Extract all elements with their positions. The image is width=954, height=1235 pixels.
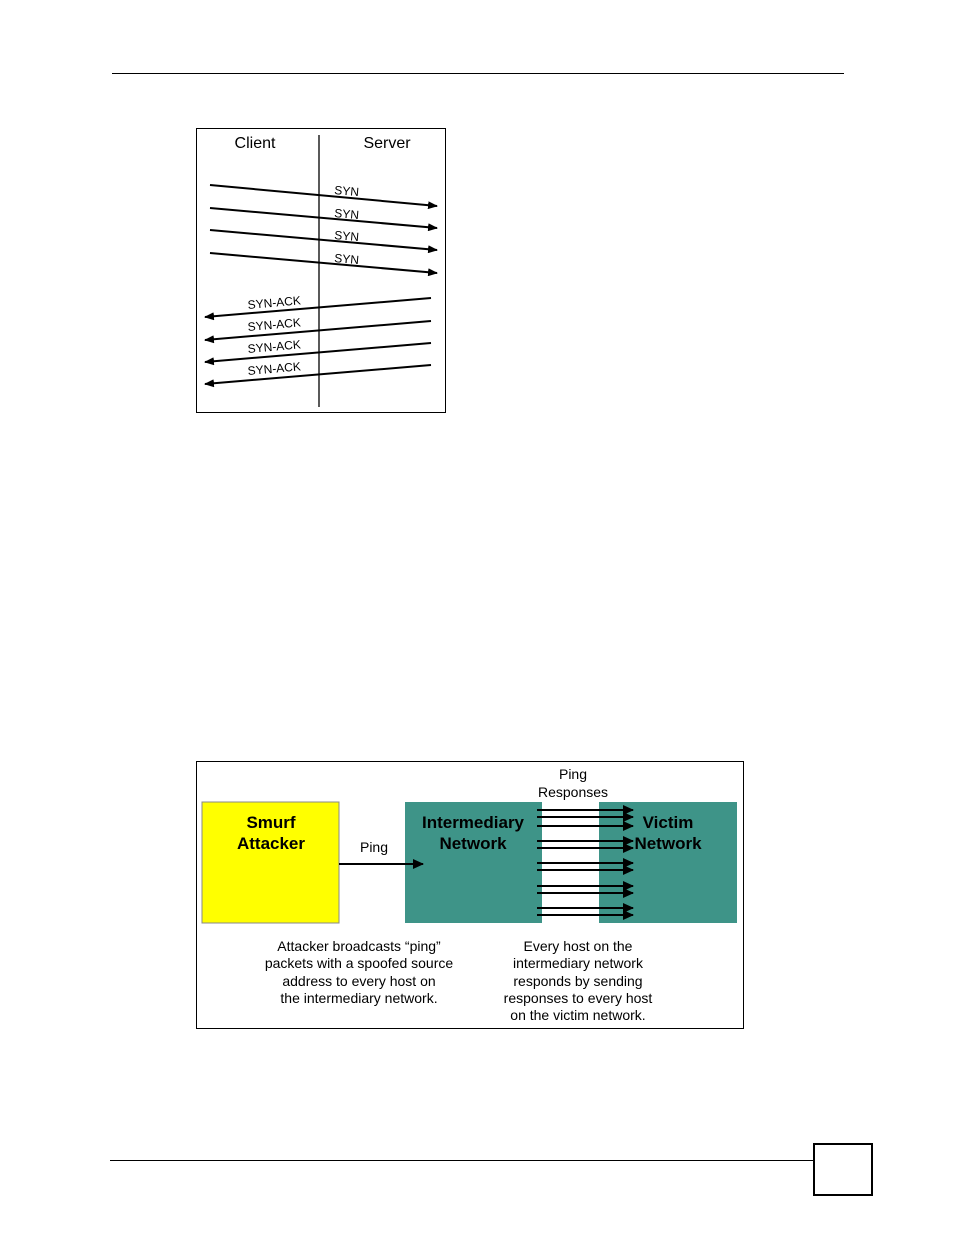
- smurf-attack-svg: [197, 762, 743, 1028]
- attacker-title-line: Smurf: [246, 813, 296, 832]
- syn-label: SYN: [333, 228, 360, 245]
- caption-left-line: the intermediary network.: [280, 990, 438, 1006]
- server-label: Server: [363, 135, 411, 152]
- caption-right-line: intermediary network: [513, 955, 643, 971]
- syn-ack-label: SYN-ACK: [247, 337, 302, 356]
- syn-ack-arrow: [205, 343, 431, 362]
- responses-label-line: Ping: [558, 766, 588, 782]
- syn-ack-arrow: [205, 298, 431, 317]
- smurf-attack-diagram: [196, 761, 744, 1029]
- page-number-box: [813, 1143, 873, 1196]
- header-rule: [112, 73, 844, 74]
- syn-arrow: [210, 185, 437, 206]
- attacker-title-line: Attacker: [236, 834, 306, 853]
- caption-left-line: address to every host on: [282, 973, 436, 989]
- syn-label: SYN: [333, 206, 360, 223]
- intermediary-title-line: Intermediary: [421, 813, 525, 832]
- client-label: Client: [234, 135, 276, 152]
- caption-left: [265, 938, 454, 1006]
- caption-right-line: responses to every host: [503, 990, 653, 1006]
- syn-flood-svg: [197, 129, 445, 412]
- syn-ack-arrow: [205, 321, 431, 340]
- caption-left-line: Attacker broadcasts “ping”: [277, 938, 441, 954]
- syn-ack-arrow: [205, 365, 431, 384]
- syn-ack-label: SYN-ACK: [247, 293, 302, 312]
- victim-title-line: Victim: [642, 813, 694, 832]
- syn-arrow: [210, 253, 437, 273]
- footer-rule: [110, 1160, 814, 1161]
- caption-right-line: on the victim network.: [510, 1007, 646, 1023]
- victim-title-line: Network: [634, 834, 702, 853]
- responses-label-line: Responses: [537, 784, 609, 800]
- caption-left-line: packets with a spoofed source: [264, 955, 454, 971]
- syn-ack-label: SYN-ACK: [247, 315, 302, 334]
- ping-label: Ping: [359, 839, 389, 855]
- syn-label: SYN: [333, 251, 360, 268]
- syn-arrow: [210, 208, 437, 228]
- syn-flood-diagram: [196, 128, 446, 413]
- intermediary-title-line: Network: [439, 834, 507, 853]
- caption-right-line: responds by sending: [513, 973, 643, 989]
- syn-ack-label: SYN-ACK: [247, 359, 302, 378]
- caption-right: [504, 938, 653, 1023]
- syn-label: SYN: [333, 183, 360, 200]
- syn-arrow: [210, 230, 437, 250]
- caption-right-line: Every host on the: [523, 938, 633, 954]
